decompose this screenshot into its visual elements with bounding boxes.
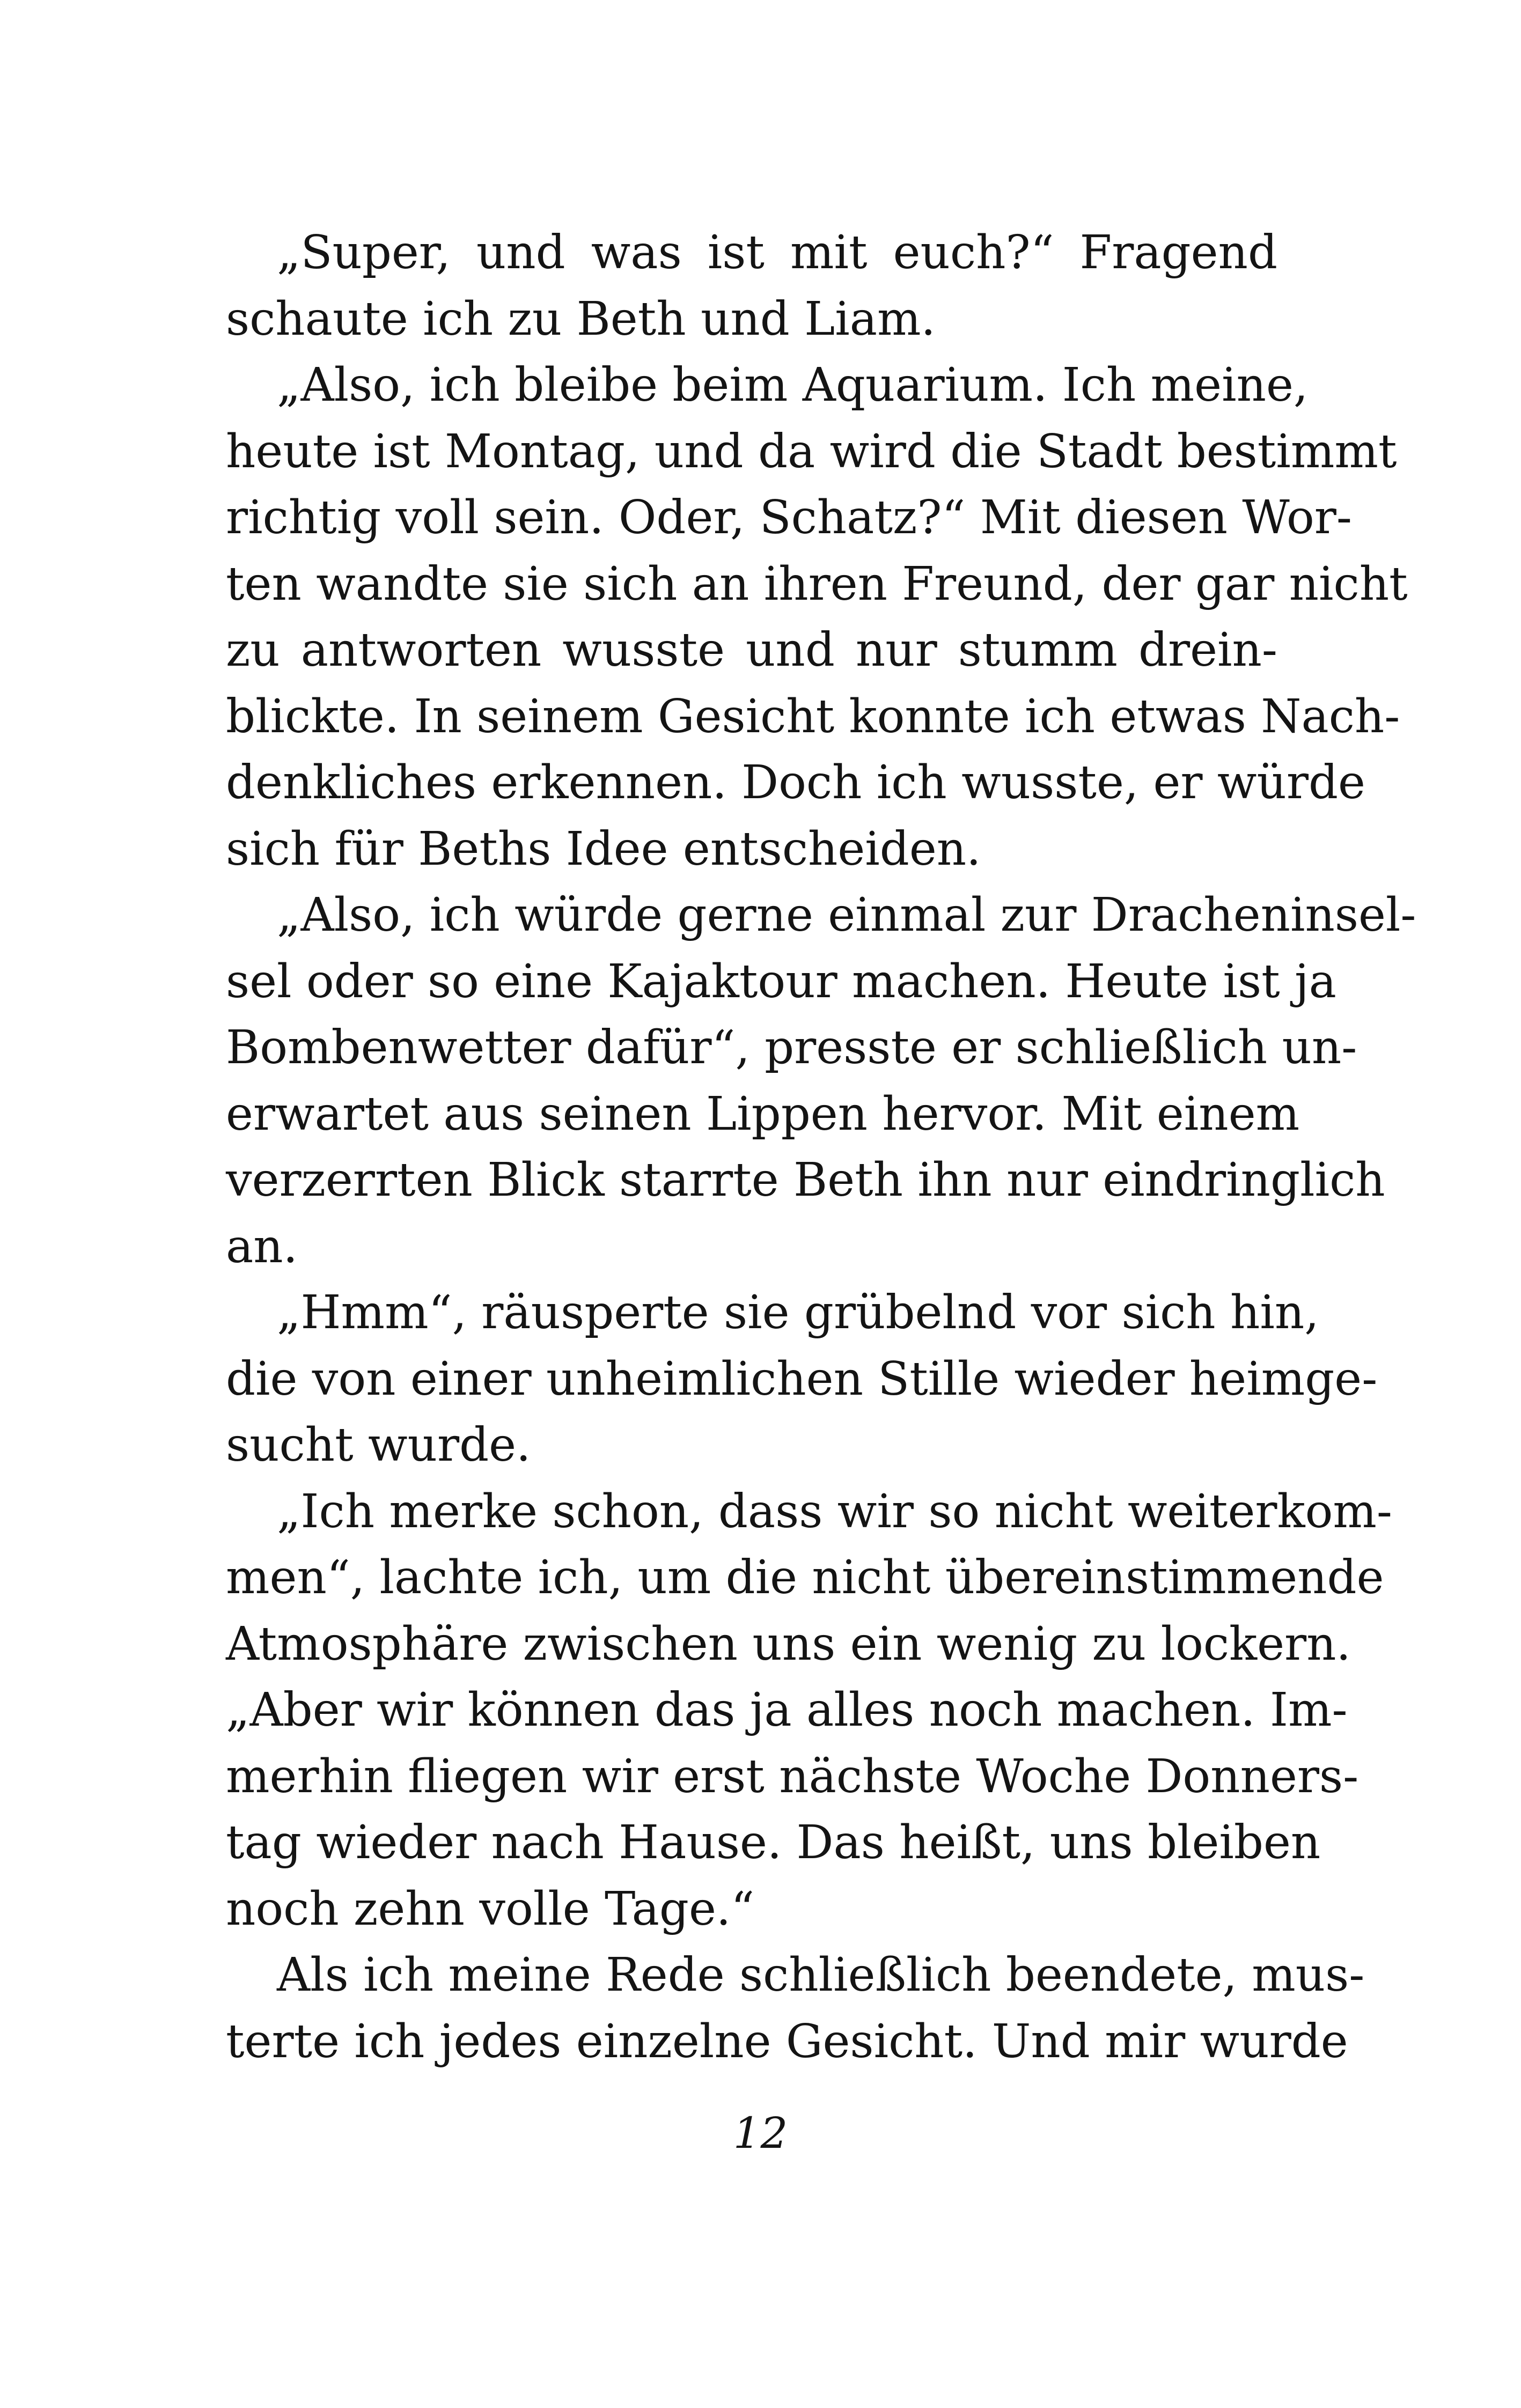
text-line: heute ist Montag, und da wird die Stadt bestimmt	[226, 424, 1397, 478]
text-line: richtig voll sein. Oder, Schatz?“ Mit diesen Wor-	[226, 491, 1352, 544]
text-line: sich für Beths Idee entscheiden.	[226, 822, 981, 876]
text-line: „Hmm“, räusperte sie grübelnd vor sich hin,	[277, 1286, 1319, 1339]
text-line: tag wieder nach Hause. Das heißt, uns bleiben	[226, 1816, 1321, 1869]
text-line: noch zehn volle Tage.“	[226, 1882, 755, 1936]
text-line: zu antworten wusste und nur stumm drein-	[226, 623, 1277, 677]
text-line: men“, lachte ich, um die nicht übereinstimmende	[226, 1551, 1384, 1604]
text-line: blickte. In seinem Gesicht konnte ich etwas Nach-	[226, 689, 1400, 743]
text-line: Bombenwetter dafür“, presste er schließlich un-	[226, 1021, 1357, 1074]
text-line: terte ich jedes einzelne Gesicht. Und mir wurde	[226, 2014, 1348, 2068]
text-line: „Super, und was ist mit euch?“ Fragend	[277, 226, 1277, 279]
text-line: an.	[226, 1219, 298, 1273]
text-line: ten wandte sie sich an ihren Freund, der gar nicht	[226, 557, 1408, 611]
text-line: die von einer unheimlichen Stille wieder heimge-	[226, 1352, 1378, 1406]
page-number: 12	[733, 2108, 788, 2158]
text-line: schaute ich zu Beth und Liam.	[226, 292, 936, 346]
text-line: Atmosphäre zwischen uns ein wenig zu lockern.	[226, 1617, 1351, 1671]
body-text	[226, 220, 1416, 2075]
text-line: erwartet aus seinen Lippen hervor. Mit einem	[226, 1087, 1300, 1141]
text-line: sucht wurde.	[226, 1418, 531, 1472]
text-line: „Aber wir können das ja alles noch machen. Im-	[226, 1683, 1348, 1737]
text-line: merhin fliegen wir erst nächste Woche Donners-	[226, 1749, 1359, 1803]
text-line: verzerrten Blick starrte Beth ihn nur eindringlich	[226, 1153, 1385, 1207]
text-line: „Also, ich würde gerne einmal zur Dracheninsel-	[277, 888, 1416, 942]
text-line: sel oder so eine Kajaktour machen. Heute ist ja	[226, 954, 1336, 1008]
text-line: denkliches erkennen. Doch ich wusste, er würde	[226, 756, 1365, 809]
text-line: Als ich meine Rede schließlich beendete, mus-	[277, 1948, 1365, 2002]
text-line: „Ich merke schon, dass wir so nicht weiterkom-	[277, 1484, 1392, 1538]
text-line: „Also, ich bleibe beim Aquarium. Ich meine,	[277, 358, 1309, 412]
